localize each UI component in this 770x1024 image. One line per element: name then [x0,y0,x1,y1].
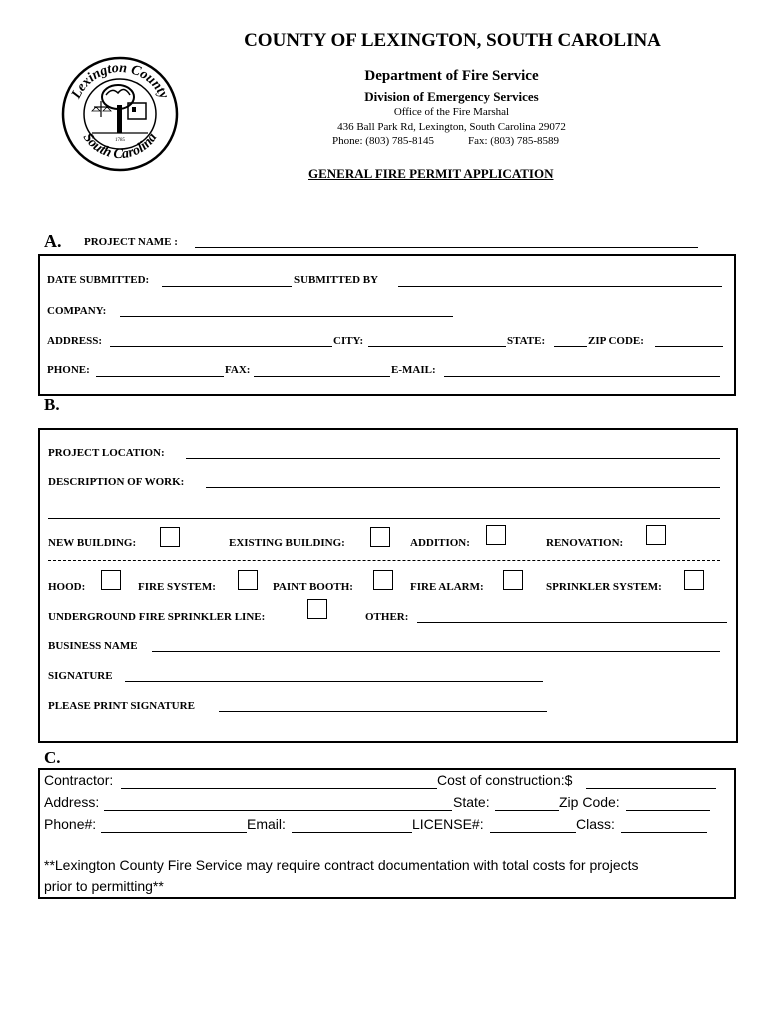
contractor-field[interactable] [121,788,437,789]
section-b-marker: B. [44,395,60,414]
description-of-work-field-2[interactable] [48,518,720,519]
contractor-email-label: Email: [247,816,286,832]
project-location-field[interactable] [186,458,720,459]
fire-alarm-label: FIRE ALARM: [410,581,484,593]
submitted-by-field[interactable] [398,286,722,287]
print-signature-label: PLEASE PRINT SIGNATURE [48,700,195,712]
company-field[interactable] [120,316,453,317]
cost-label: Cost of construction:$ [437,772,573,788]
class-label: Class: [576,816,615,832]
phone-field[interactable] [96,376,224,377]
date-submitted-label: DATE SUBMITTED: [47,274,150,286]
office-text: Office of the Fire Marshal [393,106,510,118]
addition-checkbox[interactable] [486,525,506,545]
project-name-label: PROJECT NAME : [84,236,178,248]
contractor-phone-label: Phone#: [44,816,97,832]
hood-checkbox[interactable] [101,570,121,590]
contractor-email-field[interactable] [292,832,412,833]
hood-label: HOOD: [48,581,86,593]
county-seal [60,55,180,173]
company-label: COMPANY: [47,305,107,317]
new-building-checkbox[interactable] [160,527,180,547]
project-location-label: PROJECT LOCATION: [48,447,165,459]
contractor-address-field[interactable] [104,810,452,811]
division-title: Division of Emergency Services [364,89,539,104]
department-title: Department of Fire Service [364,68,539,84]
fire-alarm-checkbox[interactable] [503,570,523,590]
section-c-marker: C. [44,748,61,767]
business-name-label: BUSINESS NAME [48,640,138,652]
contract-note-line-1: **Lexington County Fire Service may require contract documentation with total costs for projects [44,857,639,873]
other-label: OTHER: [365,611,409,623]
project-name-field[interactable] [195,247,698,248]
email-label: E-MAIL: [391,364,436,376]
print-signature-field[interactable] [219,711,547,712]
seal-year: 1785 [115,138,125,143]
svg-text:Lexington County [69,61,172,102]
sprinkler-system-checkbox[interactable] [684,570,704,590]
office-phone: Phone: (803) 785-8145 [332,135,435,147]
submitted-by-label: SUBMITTED BY [294,274,379,286]
phone-label: PHONE: [47,364,90,376]
fax-field[interactable] [254,376,390,377]
section-a-marker: A. [44,231,62,251]
fire-system-checkbox[interactable] [238,570,258,590]
zip-field[interactable] [655,346,723,347]
existing-building-label: EXISTING BUILDING: [229,537,345,549]
description-of-work-label: DESCRIPTION OF WORK: [48,476,185,488]
contract-note-line-2: prior to permitting** [44,878,164,894]
email-field[interactable] [444,376,720,377]
underground-sprinkler-label: UNDERGROUND FIRE SPRINKLER LINE: [48,611,266,623]
existing-building-checkbox[interactable] [370,527,390,547]
form-title: GENERAL FIRE PERMIT APPLICATION [308,166,554,181]
checkbox-row-separator [48,560,720,561]
contractor-zip-label: Zip Code: [559,794,620,810]
date-submitted-field[interactable] [162,286,292,287]
fax-label: FAX: [225,364,251,376]
contractor-address-label: Address: [44,794,100,810]
state-label: STATE: [507,335,546,347]
signature-label: SIGNATURE [48,670,113,682]
contractor-zip-field[interactable] [626,810,710,811]
city-label: CITY: [333,335,364,347]
svg-text:South Carolina [80,130,161,162]
contractor-state-field[interactable] [495,810,559,811]
seal-bottom-text: South Carolina [79,130,161,163]
license-field[interactable] [490,832,576,833]
address-field[interactable] [110,346,332,347]
office-address: 436 Ball Park Rd, Lexington, South Carolina 29072 [337,121,566,133]
address-label: ADDRESS: [47,335,103,347]
zip-label: ZIP CODE: [588,335,644,347]
sprinkler-system-label: SPRINKLER SYSTEM: [546,581,662,593]
addition-label: ADDITION: [410,537,470,549]
county-title: COUNTY OF LEXINGTON, SOUTH CAROLINA [244,30,661,51]
description-of-work-field[interactable] [206,487,720,488]
seal-top-text: Lexington County [68,60,172,102]
renovation-checkbox[interactable] [646,525,666,545]
contractor-label: Contractor: [44,772,114,788]
license-label: LICENSE#: [412,816,484,832]
new-building-label: NEW BUILDING: [48,537,137,549]
office-fax: Fax: (803) 785-8589 [468,135,560,147]
other-field[interactable] [417,622,727,623]
signature-field[interactable] [125,681,543,682]
renovation-label: RENOVATION: [546,537,624,549]
paint-booth-label: PAINT BOOTH: [273,581,353,593]
business-name-field[interactable] [152,651,720,652]
cost-field[interactable] [586,788,716,789]
class-field[interactable] [621,832,707,833]
paint-booth-checkbox[interactable] [373,570,393,590]
fire-system-label: FIRE SYSTEM: [138,581,216,593]
city-field[interactable] [368,346,506,347]
underground-sprinkler-checkbox[interactable] [307,599,327,619]
state-field[interactable] [554,346,587,347]
contractor-phone-field[interactable] [101,832,247,833]
contractor-state-label: State: [453,794,490,810]
